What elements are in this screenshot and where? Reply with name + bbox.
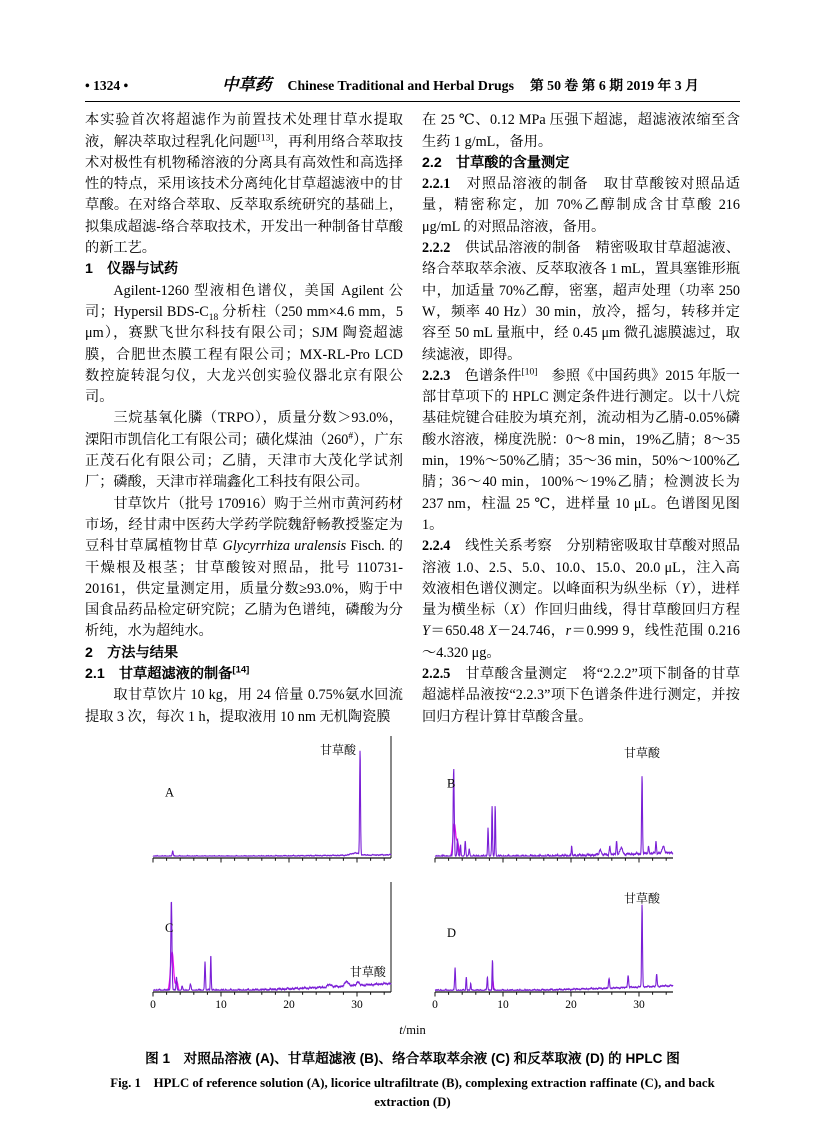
chromatogram-panel-b: [428, 736, 680, 870]
section-heading: [422, 153, 740, 174]
text-run: ）作回归曲线，得甘草酸回归方程: [519, 602, 740, 619]
text-run: ，再利用络合萃取技术对极性有机物稀溶液的分离具有高效性和高选择性的特点，采用该技术分离纯化甘草超滤液中的甘草酸。在对络合萃取、反萃取系统研究的基础上，拟集成超滤-络合萃取技术，开发出一种制备甘草酸的新工艺。: [85, 133, 403, 257]
x-axis-label-t: t: [399, 1022, 403, 1037]
text-run: 供试品溶液的制备 精密吸取甘草超滤液、络合萃取萃余液、反萃取液各 1 mL，置具塞锥形瓶中，加适量 70%乙醇，密塞，超声处理（功率 250 W，频率 40 Hz）30 min，放冷，摇匀，转移并定容至 50 mL 量瓶中，经 0.45 μm 微孔滤膜滤过，取续滤液，即得。: [422, 240, 740, 363]
axis-tick-label: 20: [564, 999, 577, 1012]
axis-tick-label: 20: [282, 999, 295, 1012]
text-run: X: [488, 623, 498, 640]
axis-tick-label: 0: [149, 999, 156, 1012]
text-run: 色谱条件: [450, 367, 522, 384]
paragraph: [422, 238, 740, 366]
journal-logo: 中草药: [222, 75, 272, 94]
paragraph: [85, 408, 403, 493]
text-run: Fisch. 的干燥根及根茎；甘草酸铵对照品，批号 110731-20161，供定量测定用，质量分数≥93.0%，购于中国食品药品检定研究院；乙腈为色谱纯，磷酸为分析纯，水为超纯水。: [85, 538, 403, 640]
peak-annotation: 甘草酸: [623, 891, 660, 906]
paragraph: [85, 110, 403, 259]
text-run: 甘草酸含量测定 将“2.2.2”项下制备的甘草超滤样品液按“2.2.3”项下色谱条件进行测定，并按回归方程计算甘草酸含量。: [422, 666, 740, 725]
journal-name: Chinese Traditional and Herbal Drugs: [287, 78, 514, 93]
chromatogram-panel-a: [146, 736, 398, 870]
text-run: [13]: [257, 132, 274, 143]
text-run: 对照品溶液的制备 取甘草酸铵对照品适量，精密称定，加 70%乙醇制成含甘草酸 216 μg/mL 的对照品溶液，备用。: [422, 176, 740, 235]
trace: [435, 905, 673, 991]
axis-tick-label: 30: [632, 999, 645, 1012]
panel-label: D: [446, 926, 456, 941]
text-run: ），广东正茂石化有限公司；乙腈，天津市大茂化学试剂厂；磷酸，天津市祥瑞鑫化工科技有限公司。: [85, 431, 403, 491]
text-run: Agilent-1260 型液相色谱仪，美国 Agilent 公司；Hypersil BDS-C: [85, 282, 403, 320]
figure-caption-cn: 图 1 对照品溶液 (A)、甘草超滤液 (B)、络合萃取萃余液 (C) 和反萃取液 (D) 的 HPLC 图: [145, 1050, 680, 1066]
paragraph: [85, 281, 403, 409]
chromatogram-panel-d: [428, 887, 680, 1021]
peak-annotation: 甘草酸: [623, 746, 660, 761]
axis-tick-label: 10: [496, 999, 509, 1012]
paragraph: [422, 110, 740, 153]
panel-label: B: [446, 776, 455, 791]
chromatogram-panel-c: [146, 882, 398, 1021]
text-run: 取甘草饮片 10 kg，用 24 倍量 0.75%氨水回流提取 3 次，每次 1 h，提取液用 10 nm 无机陶瓷膜: [85, 687, 403, 725]
text-run: 参照《中国药典》2015 年版一部甘草项下的 HPLC 测定条件进行测定。以十八烷基硅烷键合硅胶为填充剂，流动相为乙腈-0.05%磷酸水溶液，梯度洗脱：0～8 min，19%乙腈；8～35 min，19%～50%乙腈；35～36 min，50%～100%乙腈；36～40 min，100%～19%乙腈；检测波长为 237 nm，柱温 25 ℃，进样量 10 μL。色谱图见图 1。: [422, 367, 740, 533]
text-run: r: [565, 623, 572, 640]
paragraph: [85, 494, 403, 643]
panel-label: C: [164, 921, 173, 936]
text-run: 本实验首次将超滤作为前置技术处理甘草水提取液，解决萃取过程乳化问题: [85, 112, 403, 150]
paragraph: [422, 366, 740, 536]
text-run: 甘草饮片（批号 170916）购于兰州市黄河药材市场，经甘肃中医药大学药学院魏舒畅教授鉴定为豆科甘草属植物甘草: [85, 495, 403, 555]
issue-info: 第 50 卷 第 6 期 2019 年 3 月: [529, 78, 699, 93]
section-heading: [85, 259, 403, 280]
text-run: [10]: [521, 367, 538, 378]
text-run: 2.2.4: [422, 538, 451, 555]
trace: [153, 751, 391, 856]
right-column: [422, 110, 740, 728]
text-run: ），进样量为横坐标（: [422, 580, 740, 619]
paragraph: [422, 664, 740, 728]
text-run: 2.2 甘草酸的含量测定: [422, 154, 570, 171]
text-run: －24.746，: [497, 623, 566, 640]
chromatogram-B: [428, 736, 680, 863]
axis-tick-label: 10: [214, 999, 227, 1012]
text-run: [14]: [232, 664, 250, 676]
figure-caption-en: Fig. 1 HPLC of reference solution (A), licorice ultrafiltrate (B), complexing extraction raffinate (C), and back extraction (D): [110, 1075, 715, 1109]
text-run: Y: [422, 623, 430, 640]
page-header: [85, 74, 740, 102]
text-run: Y: [681, 580, 690, 597]
text-run: 2.2.1: [422, 176, 451, 193]
two-column-body: [85, 110, 740, 728]
peak-annotation: 甘草酸: [349, 965, 386, 980]
chromatogram-grid: [85, 736, 740, 1022]
text-run: Glycyrrhiza uralensis: [222, 538, 347, 555]
text-run: 三烷基氧化膦（TRPO），质量分数＞93.0%，溧阳市凯信化工有限公司；磺化煤油（260: [85, 410, 403, 448]
figure-1: [85, 736, 740, 1112]
panel-label: A: [164, 785, 174, 800]
axis-tick-label: 30: [350, 999, 363, 1012]
text-run: 18: [208, 312, 219, 323]
chromatogram-D: [428, 887, 680, 1014]
text-run: 2.2.5: [422, 666, 451, 683]
text-run: X: [510, 602, 520, 619]
text-run: 2 方法与结果: [85, 644, 179, 661]
axis-tick-label: 0: [431, 999, 438, 1012]
paragraph: [422, 536, 740, 664]
text-run: 在 25 ℃、0.12 MPa 压强下超滤，超滤液浓缩至含生药 1 g/mL，备用。: [422, 112, 740, 150]
paragraph: [85, 685, 403, 728]
text-run: 线性关系考察 分别精密吸取甘草酸对照品溶液 1.0、2.5、5.0、10.0、15.0、20.0 μL，注入高效液相色谱仪测定。以峰面积为纵坐标（: [422, 538, 740, 597]
text-run: 2.1 甘草超滤液的制备: [85, 666, 233, 683]
text-run: 2.2.2: [422, 240, 451, 257]
x-axis-label: [85, 1023, 740, 1037]
x-axis-label-unit: /min: [402, 1022, 426, 1037]
section-heading: [85, 643, 403, 664]
text-run: #: [348, 431, 354, 442]
chromatogram-A: [146, 736, 398, 863]
section-heading: [85, 664, 403, 685]
text-run: ＝0.999 9，线性范围 0.216～4.320 μg。: [422, 623, 740, 661]
text-run: 分析柱（250 mm×4.6 mm，5 μm），赛默飞世尔科技有限公司；SJM 陶瓷超滤膜，合肥世杰膜工程有限公司；MX-RL-Pro LCD 数控旋转混匀仪，大龙兴创实验仪器北京有限公司。: [85, 303, 403, 406]
trace: [435, 769, 673, 856]
chromatogram-C: [146, 882, 398, 1014]
peak-annotation: 甘草酸: [319, 742, 356, 757]
journal-header: [181, 74, 740, 96]
page-number: • 1324 •: [85, 78, 129, 93]
text-run: ＝650.48: [429, 623, 489, 640]
left-column: [85, 110, 403, 728]
text-run: 2.2.3: [422, 367, 451, 384]
text-run: 1 仪器与试药: [85, 261, 179, 278]
paragraph: [422, 174, 740, 238]
